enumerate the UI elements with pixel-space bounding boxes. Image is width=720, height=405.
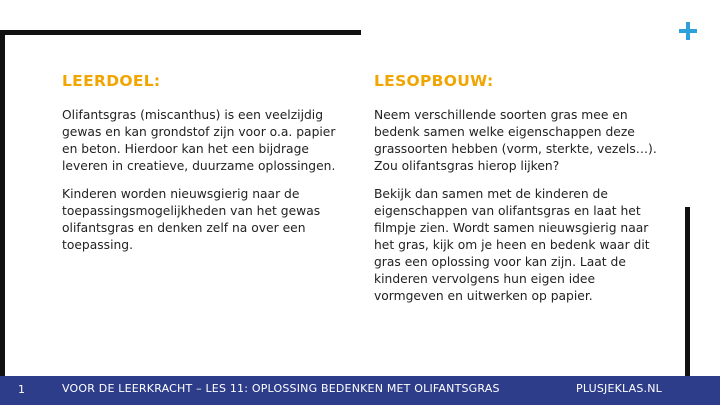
- lesson-structure-paragraph: Neem verschillende soorten gras mee en bedenk samen welke eigenschappen deze grassoorten hebben (vorm, sterkte, vezels…). Zou olifantsgras hierop lijken?: [374, 108, 657, 173]
- footer-site-link[interactable]: PLUSJEKLAS.NL: [576, 382, 662, 395]
- learning-goal-column: [62, 72, 352, 265]
- learning-goal-paragraph: Kinderen worden nieuwsgierig naar de toepassingsmogelijkheden van het gewas olifantsgras en denken zelf na over een toepassing.: [62, 187, 321, 252]
- lesson-structure-heading: LESOPBOUW:: [374, 72, 494, 90]
- frame-top-line: [5, 30, 361, 35]
- learning-goal-paragraph: Olifantsgras (miscanthus) is een veelzijdig gewas en kan grondstof zijn voor o.a. papier en beton. Hierdoor kan het een bijdrage leveren in creatieve, duurzame oplossingen.: [62, 108, 336, 173]
- frame-left-line: [0, 30, 5, 376]
- footer-title: VOOR DE LEERKRACHT – LES 11: OPLOSSING BEDENKEN MET OLIFANTSGRAS: [62, 382, 500, 395]
- frame-right-line: [685, 207, 690, 376]
- plus-icon: [679, 22, 697, 40]
- lesson-structure-column: [374, 72, 664, 316]
- lesson-structure-paragraph: Bekijk dan samen met de kinderen de eigenschappen van olifantsgras en laat het filmpje zien. Wordt samen nieuwsgierig naar het gras, kijk om je heen en bedenk waar dit gras een oplossing voor kan zijn. Laat de kinderen vervolgens hun eigen idee vormgeven en uitwerken op papier.: [374, 187, 650, 303]
- learning-goal-heading: LEERDOEL:: [62, 72, 161, 90]
- page-number: 1: [18, 383, 25, 396]
